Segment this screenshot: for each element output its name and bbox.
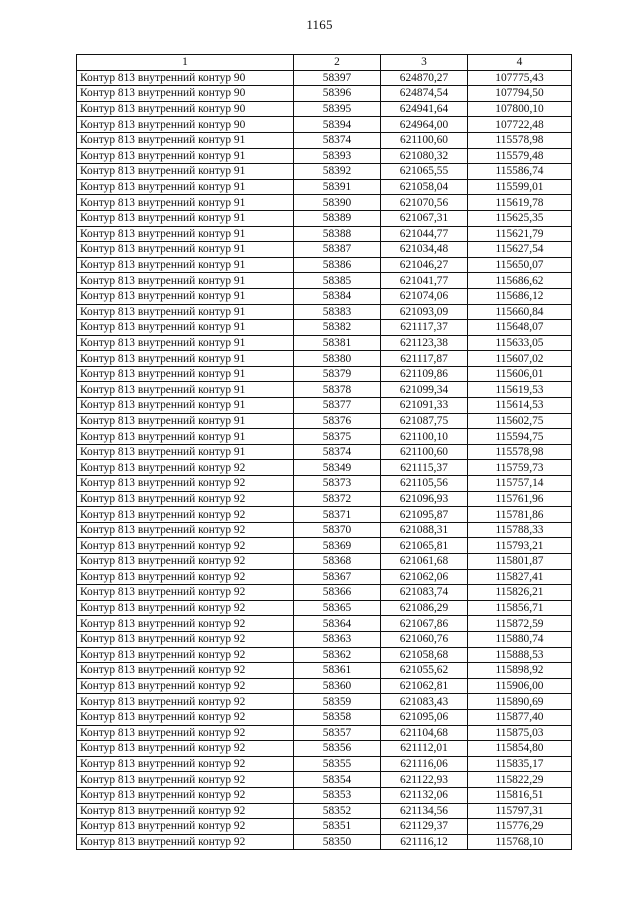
x-coordinate-cell: 621116,06 [381, 756, 468, 772]
y-coordinate-cell: 115648,07 [468, 320, 572, 336]
y-coordinate-cell: 115619,53 [468, 382, 572, 398]
x-coordinate-cell: 621088,31 [381, 522, 468, 538]
table-row [77, 709, 572, 725]
table-row [77, 616, 572, 632]
table-row [77, 772, 572, 788]
point-number-cell: 58379 [294, 366, 381, 382]
x-coordinate-cell: 621100,60 [381, 444, 468, 460]
y-coordinate-cell: 115781,86 [468, 507, 572, 523]
table-row [77, 460, 572, 476]
y-coordinate-cell: 115757,14 [468, 476, 572, 492]
point-number-cell: 58387 [294, 242, 381, 258]
y-coordinate-cell: 115768,10 [468, 834, 572, 850]
point-number-cell: 58382 [294, 320, 381, 336]
x-coordinate-cell: 621080,32 [381, 148, 468, 164]
table-row [77, 351, 572, 367]
contour-name-cell: Контур 813 внутренний контур 91 [77, 179, 294, 195]
x-coordinate-cell: 621129,37 [381, 819, 468, 835]
table-row [77, 101, 572, 117]
contour-name-cell: Контур 813 внутренний контур 90 [77, 117, 294, 133]
point-number-cell: 58377 [294, 398, 381, 414]
x-coordinate-cell: 621112,01 [381, 741, 468, 757]
x-coordinate-cell: 621046,27 [381, 257, 468, 273]
table-row [77, 678, 572, 694]
table-row [77, 834, 572, 850]
y-coordinate-cell: 115822,29 [468, 772, 572, 788]
table-row [77, 507, 572, 523]
point-number-cell: 58373 [294, 476, 381, 492]
y-coordinate-cell: 115890,69 [468, 694, 572, 710]
point-number-cell: 58360 [294, 678, 381, 694]
x-coordinate-cell: 621105,56 [381, 476, 468, 492]
point-number-cell: 58351 [294, 819, 381, 835]
y-coordinate-cell: 115621,79 [468, 226, 572, 242]
table-row [77, 335, 572, 351]
contour-name-cell: Контур 813 внутренний контур 90 [77, 86, 294, 102]
contour-name-cell: Контур 813 внутренний контур 92 [77, 834, 294, 850]
column-header-3: 3 [381, 55, 468, 71]
x-coordinate-cell: 621117,37 [381, 320, 468, 336]
x-coordinate-cell: 621058,04 [381, 179, 468, 195]
x-coordinate-cell: 621070,56 [381, 195, 468, 211]
x-coordinate-cell: 621062,06 [381, 569, 468, 585]
table-row [77, 631, 572, 647]
contour-name-cell: Контур 813 внутренний контур 91 [77, 444, 294, 460]
table-row [77, 398, 572, 414]
contour-name-cell: Контур 813 внутренний контур 91 [77, 382, 294, 398]
column-header-4: 4 [468, 55, 572, 71]
x-coordinate-cell: 621093,09 [381, 304, 468, 320]
table-row [77, 647, 572, 663]
contour-name-cell: Контур 813 внутренний контур 92 [77, 507, 294, 523]
contour-name-cell: Контур 813 внутренний контур 91 [77, 164, 294, 180]
table-row [77, 413, 572, 429]
point-number-cell: 58362 [294, 647, 381, 663]
point-number-cell: 58363 [294, 631, 381, 647]
table-row [77, 304, 572, 320]
y-coordinate-cell: 115788,33 [468, 522, 572, 538]
y-coordinate-cell: 115633,05 [468, 335, 572, 351]
page-number: 1165 [306, 17, 333, 32]
table-row [77, 491, 572, 507]
x-coordinate-cell: 621083,43 [381, 694, 468, 710]
table-row [77, 320, 572, 336]
x-coordinate-cell: 621116,12 [381, 834, 468, 850]
x-coordinate-cell: 621055,62 [381, 663, 468, 679]
x-coordinate-cell: 621134,56 [381, 803, 468, 819]
y-coordinate-cell: 115880,74 [468, 631, 572, 647]
table-row [77, 694, 572, 710]
x-coordinate-cell: 621065,81 [381, 538, 468, 554]
coordinates-table [76, 54, 572, 850]
x-coordinate-cell: 621132,06 [381, 787, 468, 803]
contour-name-cell: Контур 813 внутренний контур 92 [77, 460, 294, 476]
y-coordinate-cell: 107794,50 [468, 86, 572, 102]
y-coordinate-cell: 115801,87 [468, 554, 572, 570]
point-number-cell: 58367 [294, 569, 381, 585]
point-number-cell: 58376 [294, 413, 381, 429]
y-coordinate-cell: 115614,53 [468, 398, 572, 414]
contour-name-cell: Контур 813 внутренний контур 92 [77, 694, 294, 710]
point-number-cell: 58394 [294, 117, 381, 133]
contour-name-cell: Контур 813 внутренний контур 91 [77, 335, 294, 351]
x-coordinate-cell: 621100,10 [381, 429, 468, 445]
point-number-cell: 58395 [294, 101, 381, 117]
table-row [77, 803, 572, 819]
y-coordinate-cell: 115586,74 [468, 164, 572, 180]
table-row [77, 429, 572, 445]
contour-name-cell: Контур 813 внутренний контур 92 [77, 741, 294, 757]
point-number-cell: 58383 [294, 304, 381, 320]
contour-name-cell: Контур 813 внутренний контур 92 [77, 600, 294, 616]
y-coordinate-cell: 115579,48 [468, 148, 572, 164]
y-coordinate-cell: 115650,07 [468, 257, 572, 273]
y-coordinate-cell: 107800,10 [468, 101, 572, 117]
contour-name-cell: Контур 813 внутренний контур 92 [77, 616, 294, 632]
contour-name-cell: Контур 813 внутренний контур 92 [77, 709, 294, 725]
contour-name-cell: Контур 813 внутренний контур 92 [77, 756, 294, 772]
table-row [77, 663, 572, 679]
point-number-cell: 58365 [294, 600, 381, 616]
table-row [77, 585, 572, 601]
contour-name-cell: Контур 813 внутренний контур 91 [77, 429, 294, 445]
y-coordinate-cell: 115793,21 [468, 538, 572, 554]
contour-name-cell: Контур 813 внутренний контур 91 [77, 304, 294, 320]
contour-name-cell: Контур 813 внутренний контур 92 [77, 522, 294, 538]
contour-name-cell: Контур 813 внутренний контур 92 [77, 678, 294, 694]
y-coordinate-cell: 115759,73 [468, 460, 572, 476]
point-number-cell: 58366 [294, 585, 381, 601]
point-number-cell: 58355 [294, 756, 381, 772]
y-coordinate-cell: 115578,98 [468, 444, 572, 460]
contour-name-cell: Контур 813 внутренний контур 91 [77, 257, 294, 273]
contour-name-cell: Контур 813 внутренний контур 92 [77, 491, 294, 507]
contour-name-cell: Контур 813 внутренний контур 92 [77, 476, 294, 492]
y-coordinate-cell: 115686,62 [468, 273, 572, 289]
x-coordinate-cell: 621122,93 [381, 772, 468, 788]
point-number-cell: 58372 [294, 491, 381, 507]
contour-name-cell: Контур 813 внутренний контур 91 [77, 242, 294, 258]
x-coordinate-cell: 621100,60 [381, 132, 468, 148]
point-number-cell: 58375 [294, 429, 381, 445]
contour-name-cell: Контур 813 внутренний контур 91 [77, 320, 294, 336]
y-coordinate-cell: 115776,29 [468, 819, 572, 835]
y-coordinate-cell: 115625,35 [468, 210, 572, 226]
point-number-cell: 58396 [294, 86, 381, 102]
column-header-2: 2 [294, 55, 381, 71]
x-coordinate-cell: 621065,55 [381, 164, 468, 180]
point-number-cell: 58392 [294, 164, 381, 180]
y-coordinate-cell: 115761,96 [468, 491, 572, 507]
table-header-row [77, 55, 572, 71]
table-row [77, 382, 572, 398]
y-coordinate-cell: 115660,84 [468, 304, 572, 320]
y-coordinate-cell: 115578,98 [468, 132, 572, 148]
table-row [77, 242, 572, 258]
point-number-cell: 58397 [294, 70, 381, 86]
x-coordinate-cell: 624964,00 [381, 117, 468, 133]
contour-name-cell: Контур 813 внутренний контур 92 [77, 647, 294, 663]
x-coordinate-cell: 621091,33 [381, 398, 468, 414]
x-coordinate-cell: 621096,93 [381, 491, 468, 507]
point-number-cell: 58384 [294, 288, 381, 304]
table-row [77, 756, 572, 772]
x-coordinate-cell: 621034,48 [381, 242, 468, 258]
table-row [77, 148, 572, 164]
x-coordinate-cell: 621083,74 [381, 585, 468, 601]
y-coordinate-cell: 115619,78 [468, 195, 572, 211]
point-number-cell: 58380 [294, 351, 381, 367]
table-row [77, 522, 572, 538]
contour-name-cell: Контур 813 внутренний контур 91 [77, 210, 294, 226]
table-row [77, 476, 572, 492]
x-coordinate-cell: 621095,06 [381, 709, 468, 725]
y-coordinate-cell: 115826,21 [468, 585, 572, 601]
point-number-cell: 58369 [294, 538, 381, 554]
contour-name-cell: Контур 813 внутренний контур 92 [77, 725, 294, 741]
x-coordinate-cell: 624870,27 [381, 70, 468, 86]
contour-name-cell: Контур 813 внутренний контур 91 [77, 288, 294, 304]
table-row [77, 538, 572, 554]
point-number-cell: 58356 [294, 741, 381, 757]
contour-name-cell: Контур 813 внутренний контур 92 [77, 819, 294, 835]
table-row [77, 741, 572, 757]
y-coordinate-cell: 115594,75 [468, 429, 572, 445]
x-coordinate-cell: 624941,64 [381, 101, 468, 117]
y-coordinate-cell: 115854,80 [468, 741, 572, 757]
contour-name-cell: Контур 813 внутренний контур 92 [77, 569, 294, 585]
table-row [77, 257, 572, 273]
table-row [77, 226, 572, 242]
contour-name-cell: Контур 813 внутренний контур 90 [77, 101, 294, 117]
table-row [77, 164, 572, 180]
contour-name-cell: Контур 813 внутренний контур 92 [77, 585, 294, 601]
table-row [77, 444, 572, 460]
point-number-cell: 58378 [294, 382, 381, 398]
point-number-cell: 58364 [294, 616, 381, 632]
y-coordinate-cell: 115827,41 [468, 569, 572, 585]
x-coordinate-cell: 621067,86 [381, 616, 468, 632]
table-body [77, 70, 572, 850]
contour-name-cell: Контур 813 внутренний контур 91 [77, 351, 294, 367]
contour-name-cell: Контур 813 внутренний контур 90 [77, 70, 294, 86]
x-coordinate-cell: 621087,75 [381, 413, 468, 429]
point-number-cell: 58361 [294, 663, 381, 679]
point-number-cell: 58350 [294, 834, 381, 850]
contour-name-cell: Контур 813 внутренний контур 92 [77, 803, 294, 819]
x-coordinate-cell: 621061,68 [381, 554, 468, 570]
y-coordinate-cell: 115877,40 [468, 709, 572, 725]
table-row [77, 132, 572, 148]
point-number-cell: 58353 [294, 787, 381, 803]
x-coordinate-cell: 621117,87 [381, 351, 468, 367]
y-coordinate-cell: 115602,75 [468, 413, 572, 429]
table-row [77, 366, 572, 382]
contour-name-cell: Контур 813 внутренний контур 91 [77, 366, 294, 382]
y-coordinate-cell: 115599,01 [468, 179, 572, 195]
point-number-cell: 58371 [294, 507, 381, 523]
y-coordinate-cell: 115875,03 [468, 725, 572, 741]
point-number-cell: 58390 [294, 195, 381, 211]
contour-name-cell: Контур 813 внутренний контур 91 [77, 273, 294, 289]
y-coordinate-cell: 115627,54 [468, 242, 572, 258]
x-coordinate-cell: 621074,06 [381, 288, 468, 304]
point-number-cell: 58374 [294, 444, 381, 460]
contour-name-cell: Контур 813 внутренний контур 92 [77, 631, 294, 647]
point-number-cell: 58386 [294, 257, 381, 273]
x-coordinate-cell: 621115,37 [381, 460, 468, 476]
x-coordinate-cell: 621044,77 [381, 226, 468, 242]
table-row [77, 210, 572, 226]
x-coordinate-cell: 621062,81 [381, 678, 468, 694]
contour-name-cell: Контур 813 внутренний контур 91 [77, 226, 294, 242]
x-coordinate-cell: 621123,38 [381, 335, 468, 351]
x-coordinate-cell: 621086,29 [381, 600, 468, 616]
point-number-cell: 58368 [294, 554, 381, 570]
y-coordinate-cell: 115816,51 [468, 787, 572, 803]
point-number-cell: 58388 [294, 226, 381, 242]
point-number-cell: 58374 [294, 132, 381, 148]
table-row [77, 273, 572, 289]
table-row [77, 554, 572, 570]
x-coordinate-cell: 621060,76 [381, 631, 468, 647]
table-row [77, 787, 572, 803]
point-number-cell: 58352 [294, 803, 381, 819]
table-row [77, 600, 572, 616]
y-coordinate-cell: 115872,59 [468, 616, 572, 632]
y-coordinate-cell: 115856,71 [468, 600, 572, 616]
x-coordinate-cell: 621067,31 [381, 210, 468, 226]
table-row [77, 179, 572, 195]
x-coordinate-cell: 621099,34 [381, 382, 468, 398]
contour-name-cell: Контур 813 внутренний контур 92 [77, 554, 294, 570]
y-coordinate-cell: 107775,43 [468, 70, 572, 86]
contour-name-cell: Контур 813 внутренний контур 91 [77, 195, 294, 211]
contour-name-cell: Контур 813 внутренний контур 92 [77, 538, 294, 554]
y-coordinate-cell: 115906,00 [468, 678, 572, 694]
point-number-cell: 58393 [294, 148, 381, 164]
x-coordinate-cell: 621058,68 [381, 647, 468, 663]
point-number-cell: 58385 [294, 273, 381, 289]
column-header-1: 1 [77, 55, 294, 71]
y-coordinate-cell: 115898,92 [468, 663, 572, 679]
table-row [77, 819, 572, 835]
contour-name-cell: Контур 813 внутренний контур 91 [77, 132, 294, 148]
table-row [77, 569, 572, 585]
point-number-cell: 58349 [294, 460, 381, 476]
contour-name-cell: Контур 813 внутренний контур 91 [77, 413, 294, 429]
y-coordinate-cell: 115797,31 [468, 803, 572, 819]
contour-name-cell: Контур 813 внутренний контур 91 [77, 398, 294, 414]
y-coordinate-cell: 115606,01 [468, 366, 572, 382]
x-coordinate-cell: 624874,54 [381, 86, 468, 102]
table-row [77, 86, 572, 102]
y-coordinate-cell: 115835,17 [468, 756, 572, 772]
point-number-cell: 58370 [294, 522, 381, 538]
table-row [77, 725, 572, 741]
contour-name-cell: Контур 813 внутренний контур 92 [77, 663, 294, 679]
point-number-cell: 58359 [294, 694, 381, 710]
contour-name-cell: Контур 813 внутренний контур 92 [77, 787, 294, 803]
contour-name-cell: Контур 813 внутренний контур 92 [77, 772, 294, 788]
table-row [77, 195, 572, 211]
x-coordinate-cell: 621109,86 [381, 366, 468, 382]
point-number-cell: 58381 [294, 335, 381, 351]
y-coordinate-cell: 107722,48 [468, 117, 572, 133]
x-coordinate-cell: 621104,68 [381, 725, 468, 741]
point-number-cell: 58358 [294, 709, 381, 725]
y-coordinate-cell: 115888,53 [468, 647, 572, 663]
y-coordinate-cell: 115607,02 [468, 351, 572, 367]
y-coordinate-cell: 115686,12 [468, 288, 572, 304]
point-number-cell: 58354 [294, 772, 381, 788]
table-row [77, 117, 572, 133]
contour-name-cell: Контур 813 внутренний контур 91 [77, 148, 294, 164]
table-row [77, 288, 572, 304]
x-coordinate-cell: 621095,87 [381, 507, 468, 523]
point-number-cell: 58389 [294, 210, 381, 226]
point-number-cell: 58391 [294, 179, 381, 195]
x-coordinate-cell: 621041,77 [381, 273, 468, 289]
point-number-cell: 58357 [294, 725, 381, 741]
table-row [77, 70, 572, 86]
